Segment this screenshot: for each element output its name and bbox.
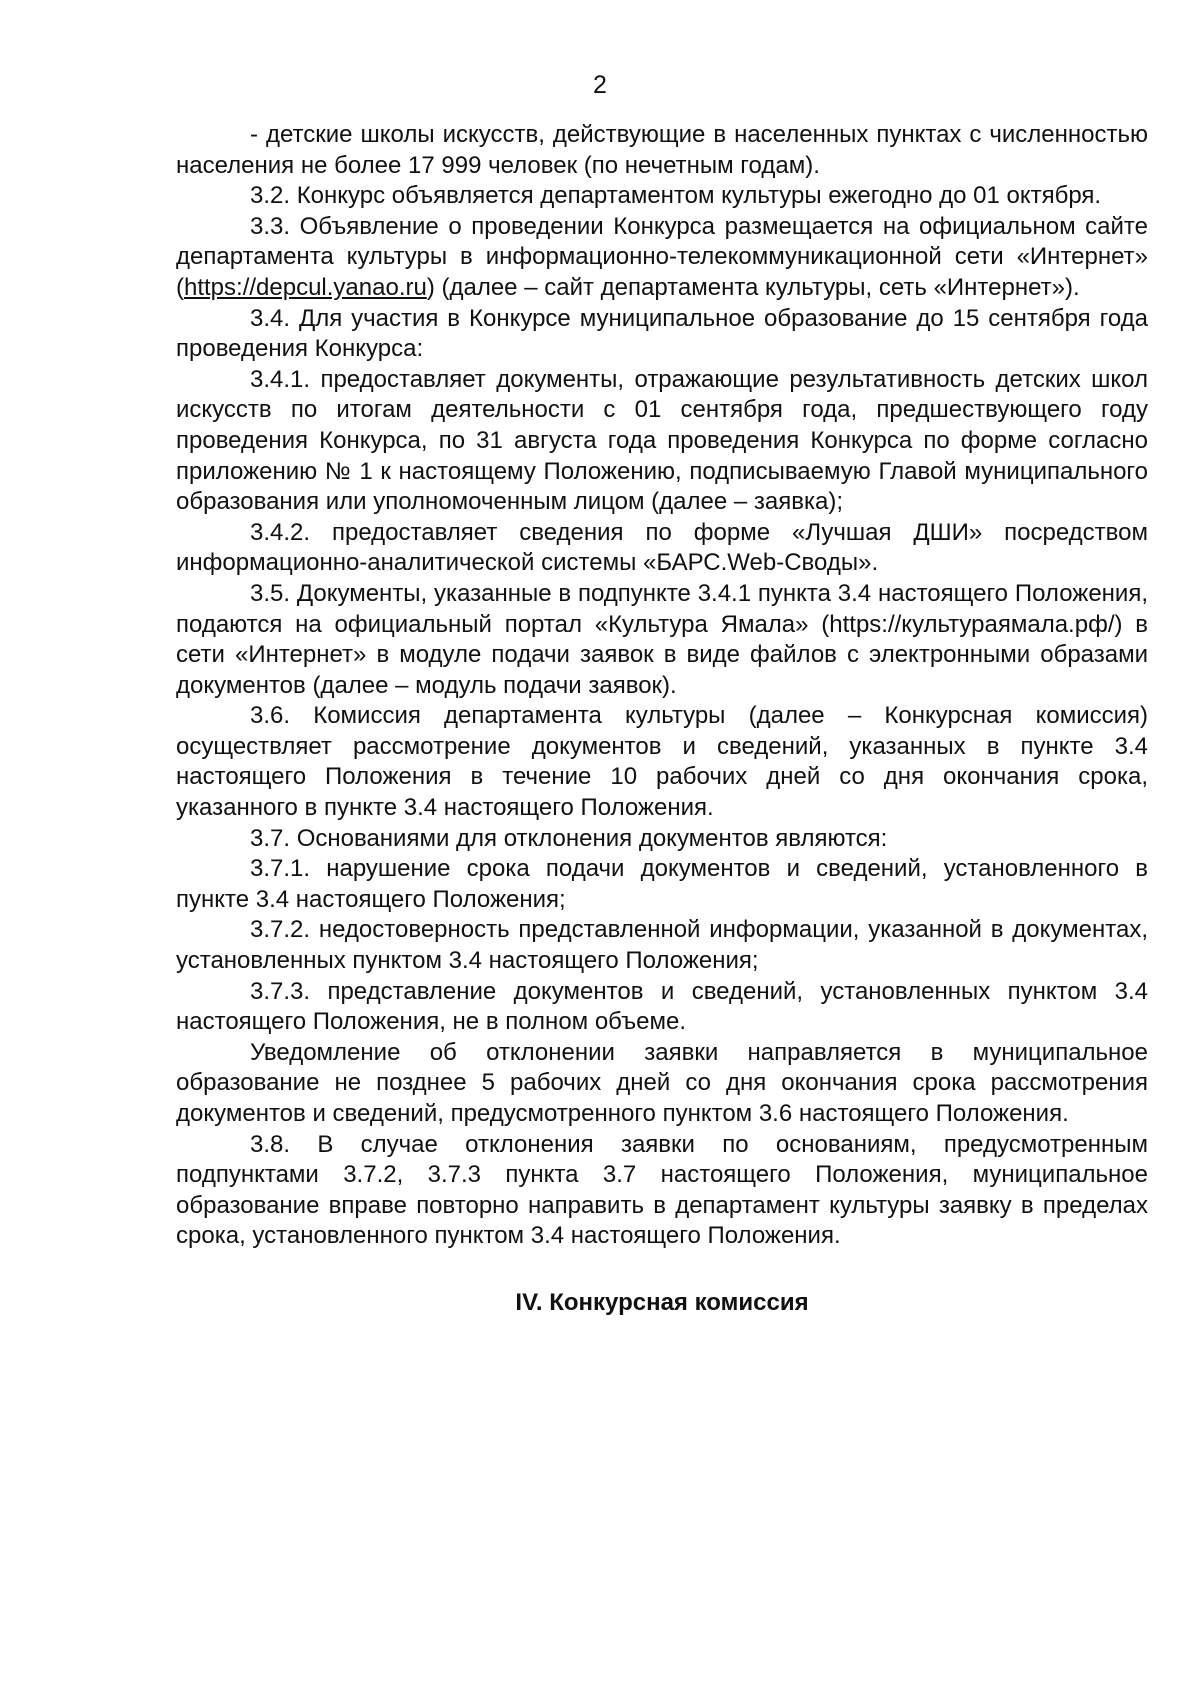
paragraph-3-7-2: 3.7.2. недостоверность представленной информации, указанной в документах, установленных пунктом 3.4 настоящего Положения; [176, 916, 1148, 975]
paragraph-3-3-text-before: 3.3. Объявление о проведении Конкурса размещается на официальном сайте департамента культуры в информационно-телекоммуникационной сети «Интернет» ( [176, 212, 1148, 301]
page-number: 2 [593, 71, 607, 99]
paragraph-3-7-1: 3.7.1. нарушение срока подачи документов и сведений, установленного в пункте 3.4 настоящего Положения; [176, 855, 1148, 913]
paragraph-art-schools-population: - детские школы искусств, действующие в населенных пунктах с численностью населения не более 17 999 человек (по нечетным годам). [176, 121, 1148, 179]
paragraph-3-8: 3.8. В случае отклонения заявки по основаниям, предусмотренным подпунктами 3.7.2, 3.7.3 пункта 3.7 настоящего Положения, муниципальное образование вправе повторно направить в департамент культуры заявку в пределах срока, установленного пунктом 3.4 настоящего Положения. [176, 1130, 1148, 1250]
paragraph-rejection-notice: Уведомление об отклонении заявки направляется в муниципальное образование не позднее 5 рабочих дней со дня окончания срока рассмотрения документов и сведений, предусмотренного пунктом 3.6 настоящего Положения. [176, 1038, 1148, 1127]
paragraph-3-5: 3.5. Документы, указанные в подпункте 3.4.1 пункта 3.4 настоящего Положения, подаются на официальный портал «Культура Ямала» (https://культураямала.рф/) в сети «Интернет» в модуле подачи заявок в виде файлов с электронными образами документов (далее – модуль подачи заявок). [176, 579, 1148, 699]
document-body [176, 120, 1148, 1319]
depcul-website-link[interactable]: https://depcul.yanao.ru [184, 273, 427, 301]
paragraph-3-6: 3.6. Комиссия департамента культуры (далее – Конкурсная комиссия) осуществляет рассмотрение документов и сведений, указанных в пункте 3.4 настоящего Положения в течение 10 рабочих дней со дня окончания срока, указанного в пункте 3.4 настоящего Положения. [176, 702, 1148, 822]
paragraph-3-4: 3.4. Для участия в Конкурсе муниципальное образование до 15 сентября года проведения Конкурса: [176, 304, 1148, 363]
paragraph-3-7: 3.7. Основаниями для отклонения документов являются: [250, 824, 888, 852]
paragraph-3-7-3: 3.7.3. представление документов и сведений, установленных пунктом 3.4 настоящего Положения, не в полном объеме. [176, 977, 1148, 1036]
paragraph-3-3-text-after: ) (далее – сайт департамента культуры, сеть «Интернет»). [426, 273, 1080, 301]
paragraph-3-3 [176, 212, 1148, 304]
paragraph-3-4-1: 3.4.1. предоставляет документы, отражающие результативность детских школ искусств по итогам деятельности с 01 сентября года, предшествующего году проведения Конкурса, по 31 августа года проведения Конкурса по форме согласно приложению № 1 к настоящему Положению, подписываемую Главой муниципального образования или уполномоченным лицом (далее – заявка); [176, 365, 1148, 516]
paragraph-3-2: 3.2. Конкурс объявляется департаментом культуры ежегодно до 01 октября. [250, 182, 1102, 210]
paragraph-3-4-2: 3.4.2. предоставляет сведения по форме «Лучшая ДШИ» посредством информационно-аналитической системы «БАРС.Web-Своды». [176, 518, 1148, 577]
section-heading: IV. Конкурсная комиссия [515, 1288, 809, 1316]
